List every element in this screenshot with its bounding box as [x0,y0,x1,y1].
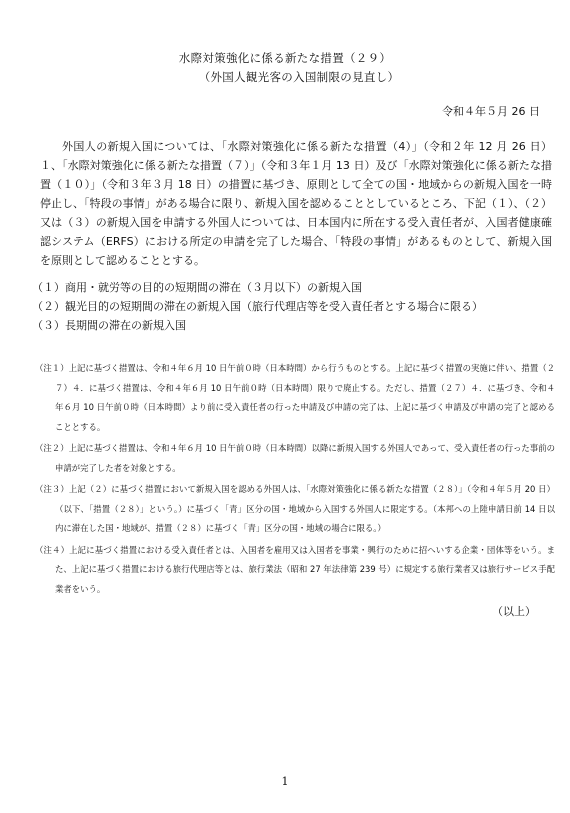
page-number: 1 [281,775,289,788]
list-item: （１）商用・就労等の目的の短期間の滞在（３月以下）の新規入国 [32,281,362,294]
list-item: （３）長期間の滞在の新規入国 [32,319,186,332]
note-item: （注２）上記に基づく措置は、令和４年６月 10 日午前０時（日本時間）以降に新規入国する外国人であって、受入責任者の行った事前の申請が完了した者を対象とする。 [35,443,555,473]
body-paragraph: 外国人の新規入国については、「水際対策強化に係る新たな措置（4）」（令和２年 12 月 26 日）１、「水際対策強化に係る新たな措置（７）」（令和３年１月 13 日）及び「水際対策強化に係る新たな措置（１０）」（令和３年３月 18 日）の措置に基づき、原則として全ての国・地域からの新規入国を一時停止し、「特段の事情」がある場合に限り、新規入国を認めることとしているところ、下記（１）、（２）又は（３）の新規入国を申請する外国人については、日本国内に所在する受入責任者が、入国者健康確認システム（ERFS）における所定の申請を完了した場合、「特段の事情」があるものとして、新規入国を原則として認めることとする。 [40,140,552,267]
note-item: （注３）上記（２）に基づく措置において新規入国を認める外国人は、「水際対策強化に係る新たな措置（２８）」（令和４年５月 20 日）（以下、「措置（２８）」という。）に基づく「青」区分の国・地域から入国する外国人に限定する。（本邦への上陸申請日前 14 日以内に滞在した国・地域が、措置（２８）に基づく「青」区分の国・地域の場合に限る。） [35,484,555,533]
entry-category-list [32,278,552,335]
note-item: （注１）上記に基づく措置は、令和４年６月 10 日午前０時（日本時間）から行うものとする。上記に基づく措置の実施に伴い、措置（２７）４．に基づく措置は、令和４年６月 10 日午前０時（日本時間）限りで廃止する。ただし、措置（２７）４．に基づき、令和４年６月 10 日午前０時（日本時間）より前に受入責任者の行った申請及び申請の完了は、上記に基づく申請及び申請の完了と認めることとする。 [35,363,555,432]
note-item: （注４）上記に基づく措置における受入責任者とは、入国者を雇用又は入国者を事業・興行のために招へいする企業・団体等をいう。また、上記に基づく措置における旅行代理店等とは、旅行業法（昭和 27 年法律第 239 号）に規定する旅行業者又は旅行サービス手配業者をいう。 [35,544,555,594]
document-title: 水際対策強化に係る新たな措置（２９） [178,51,392,65]
notes-section [35,359,555,601]
document-date: 令和４年５月 26 日 [442,105,540,118]
closing-mark: （以上） [492,605,536,618]
document-subtitle: （外国人観光客の入国制限の見直し） [198,70,400,84]
list-item: （２）観光目的の短期間の滞在の新規入国（旅行代理店等を受入責任者とする場合に限る） [32,300,483,313]
